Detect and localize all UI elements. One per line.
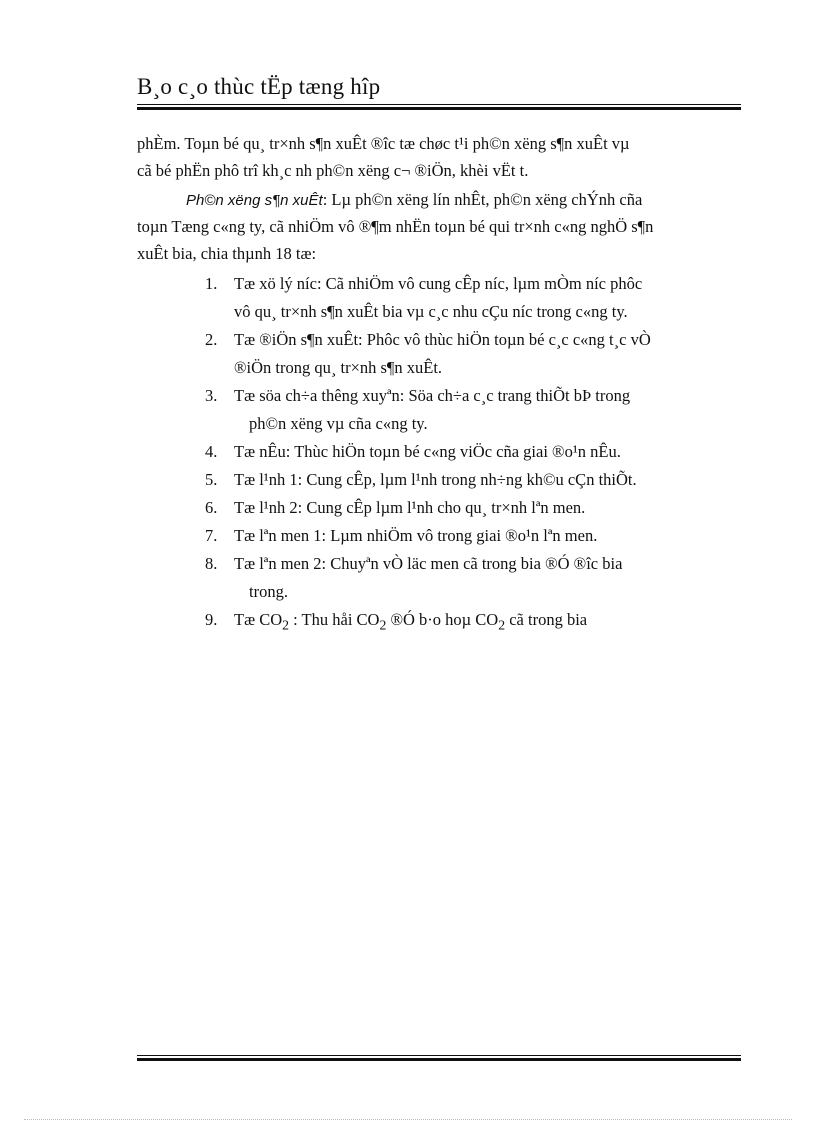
list-number: 1.	[205, 274, 218, 293]
list-item	[205, 466, 741, 494]
text-line	[137, 186, 741, 213]
list-item	[205, 270, 741, 326]
list-line: Tæ l¹nh 2: Cung cÊp lµm l¹nh cho qu¸ tr×nh lªn men.	[234, 498, 586, 517]
list-number: 2.	[205, 330, 218, 349]
text-fragment: : Lµ ph©n xëng lín nhÊt, ph©n xëng chÝnh cña	[322, 190, 643, 209]
list-number: 8.	[205, 554, 218, 573]
text-line: xuÊt bia, chia thµnh 18 tæ:	[137, 244, 317, 263]
list-line: Tæ xö lý níc: Cã nhiÖm vô cung cÊp níc, lµm mÒm níc phôc	[234, 274, 643, 293]
list-item	[205, 326, 741, 382]
list-item	[205, 550, 741, 606]
list-item	[205, 494, 741, 522]
text-fragment: Tæ CO	[234, 610, 283, 629]
footer-double-rule	[137, 1055, 741, 1061]
list-line: Tæ ®iÖn s¶n xuÊt: Phôc vô thùc hiÖn toµn bé c¸c c«ng t¸c vÒ	[234, 330, 651, 349]
list-number: 5.	[205, 470, 218, 489]
page-edge-dotted-line	[24, 1119, 792, 1120]
page-header-title: B¸o c¸o thùc tËp tæng hîp	[137, 74, 381, 99]
text-fragment: : Thu håi CO	[289, 610, 380, 629]
list-number: 3.	[205, 386, 218, 405]
list-line: Tæ nÊu: Thùc hiÖn toµn bé c«ng viÖc cña giai ®o¹n nÊu.	[234, 442, 621, 461]
paragraph-continuation	[137, 130, 741, 184]
list-item	[205, 438, 741, 466]
list-number: 7.	[205, 526, 218, 545]
text-fragment: ®Ó b·o hoµ CO	[386, 610, 499, 629]
list-line: Tæ l¹nh 1: Cung cÊp, lµm l¹nh trong nh÷ng kh©u cÇn thiÕt.	[234, 470, 637, 489]
subscript: 2	[379, 617, 387, 633]
list-number: 9.	[205, 610, 218, 629]
team-list	[205, 270, 741, 639]
list-item	[205, 606, 741, 639]
subscript: 2	[498, 617, 506, 633]
list-line: Tæ söa ch÷a thêng xuyªn: Söa ch÷a c¸c trang thiÕt bÞ trong	[234, 386, 631, 405]
list-line	[234, 606, 741, 639]
text-line: cã bé phËn phô trî kh¸c nh ph©n xëng c¬ ®iÖn, khèi vËt t.	[137, 161, 529, 180]
subscript: 2	[282, 617, 290, 633]
list-line: Tæ lªn men 1: Lµm nhiÖm vô trong giai ®o¹n lªn men.	[234, 526, 598, 545]
list-line: Tæ lªn men 2: Chuyªn vÒ läc men cã trong bia ®Ó ®îc bia	[234, 554, 623, 573]
text-line: phÈm. Toµn bé qu¸ tr×nh s¶n xuÊt ®îc tæ chøc t¹i ph©n xëng s¶n xuÊt vµ	[137, 134, 630, 153]
list-line: vô qu¸ tr×nh s¶n xuÊt bia vµ c¸c nhu cÇu níc trong c«ng ty.	[234, 302, 628, 321]
list-line: ph©n xëng vµ cña c«ng ty.	[249, 414, 428, 433]
header-double-rule	[137, 104, 741, 110]
list-number: 6.	[205, 498, 218, 517]
list-item	[205, 382, 741, 438]
list-number: 4.	[205, 442, 218, 461]
paragraph-production-workshop	[137, 186, 741, 267]
text-fragment: cã trong bia	[505, 610, 588, 629]
list-line: trong.	[249, 582, 288, 601]
text-line: toµn Tæng c«ng ty, cã nhiÖm vô ®¶m nhËn toµn bé qui tr×nh c«ng nghÖ s¶n	[137, 217, 654, 236]
list-line: ®iÖn trong qu¸ tr×nh s¶n xuÊt.	[234, 358, 443, 377]
italic-label: Ph©n xëng s¶n xuÊt	[186, 192, 323, 209]
list-item	[205, 522, 741, 550]
